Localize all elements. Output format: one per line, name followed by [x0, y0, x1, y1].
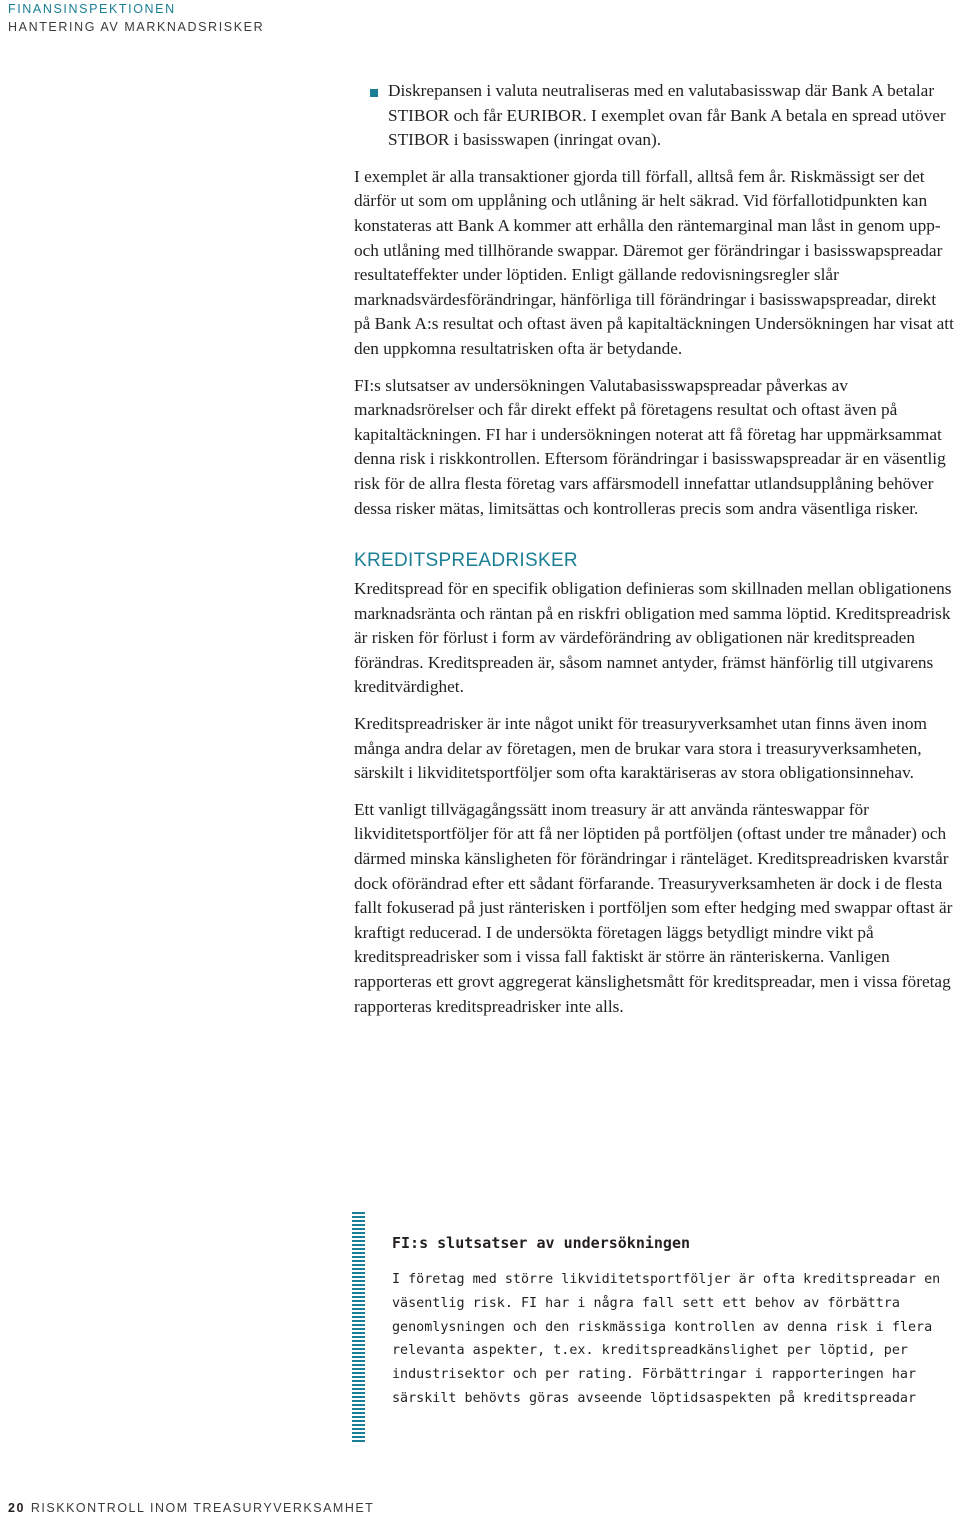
bullet-item — [354, 79, 954, 153]
paragraph: FI:s slutsatser av undersökningen Valutabasisswapspreadar påverkas av marknadsrörelser och får direkt effekt på företagens resultat och oftast även på kapitaltäckningen. FI har i undersökningen noterat att få företag har uppmärksammat denna risk i riskkontrollen. Eftersom förändringar i basisswapspreadar är en väsentlig risk för de allra flesta företag vars affärsmodell innefattar utlandsupplåning behöver dessa risker mätas, limitsättas och kontrolleras precis som andra väsentliga risker. — [354, 375, 946, 518]
running-header — [8, 0, 264, 36]
page-number: 20 — [8, 1501, 25, 1515]
paragraph: Kreditspread för en specifik obligation definieras som skillnaden mellan obligationens marknadsränta och räntan på en riskfri obligation med samma löptid. Kreditspreadrisk är risken för förlust i form av värdeförändring av obligationen när kreditspreaden förändras. Kreditspreaden är, såsom namnet antyder, främst hänförlig till utgivarens kreditvärdighet. — [354, 579, 952, 697]
paragraph: Ett vanligt tillvägagångssätt inom treasury är att använda ränteswappar för likviditetsportföljer för att få ner löptiden på portföljen (oftast under tre månader) och därmed minska känsligheten för förändringar i ränteläget. Kreditspreadrisken kvarstår dock oförändrad efter ett sådant förfarande. Treasuryverksamheten är dock i de flesta fallt fokuserad på just ränterisken i portföljen som efter hedging med swappar oftast är kraftigt reducerad. I de undersökta företagen läggs betydligt mindre vikt på kreditspreadrisker som i vissa fall faktiskt är större än ränteriskerna. Vanligen rapporteras ett grovt aggregerat känslighetsmått för kreditspreadar, men i vissa företag rapporteras kreditspreadrisker inte alls. — [354, 799, 953, 1016]
header-publisher: FINANSINSPEKTIONEN — [8, 2, 176, 16]
footer-title: RISKKONTROLL INOM TREASURYVERKSAMHET — [30, 1501, 375, 1515]
section-heading: KREDITSPREADRISKER — [354, 550, 578, 572]
page-footer — [8, 1501, 374, 1515]
main-text — [354, 79, 954, 1031]
header-section: HANTERING AV MARKNADSRISKER — [8, 20, 265, 34]
square-bullet-icon — [370, 89, 378, 97]
box-title: FI:s slutsatser av undersökningen — [392, 1234, 691, 1252]
paragraph: Kreditspreadrisker är inte något unikt för treasuryverksamhet utan finns även inom många andra delar av företagen, men de brukar vara stora i treasuryverksamheten, särskilt i likviditetsportföljer som ofta karaktäriseras av stora obligationsinnehav. — [354, 714, 927, 783]
bullet-text: Diskrepansen i valuta neutraliseras med en valutabasisswap där Bank A betalar STIBOR och får EURIBOR. I exemplet ovan får Bank A betala en spread utöver STIBOR i basisswapen (inringat ovan). — [388, 81, 946, 150]
conclusion-box — [352, 1212, 952, 1444]
box-text: I företag med större likviditetsportföljer är ofta kreditspreadar en väsentlig risk. FI har i några fall sett ett behov av förbättra genomlysningen och den riskmässiga kontrollen av denna risk i flera relevanta aspekter, t.ex. kreditspreadkänslighet per löptid, per industrisektor och per rating. Förbättringar i rapporteringen har särskilt behövts göras avseende löptidsaspekten på kreditspreadar — [392, 1272, 941, 1406]
stripe-decoration — [352, 1212, 365, 1444]
paragraph: I exemplet är alla transaktioner gjorda till förfall, alltså fem år. Riskmässigt ser det därför ut som om upplåning och utlåning är helt säkrad. Vid förfallotidpunkten kan konstateras att Bank A kommer att erhålla den räntemarginal man låst in genom upp- och utlåning med tillhörande swappar. Däremot ger förändringar i basisswapspreadar resultateffekter under löptiden. Enligt gällande redovisningsregler slår marknadsvärdesförändringar, hänförliga till förändringar i basisswapspreadar, direkt på Bank A:s resultat och oftast även på kapitaltäckningen Undersökningen har visat att den uppkomna resultatrisken ofta är betydande. — [354, 166, 954, 358]
